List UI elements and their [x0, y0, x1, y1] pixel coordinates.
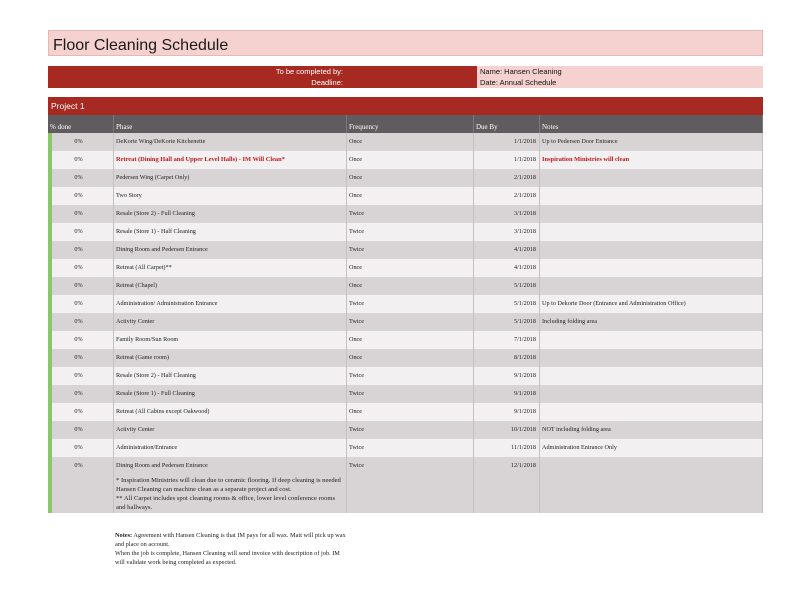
cell-done[interactable]: 0%: [48, 223, 114, 241]
cell-notes[interactable]: Including folding area: [540, 313, 763, 331]
schedule-sheet: [48, 30, 763, 513]
cell-notes[interactable]: Inspiration Ministries will clean: [540, 151, 763, 169]
cell-due-by[interactable]: 2/1/2018: [474, 169, 540, 187]
cell-phase[interactable]: Family Room/Sun Room: [114, 331, 347, 349]
cell-done[interactable]: 0%: [48, 457, 114, 475]
header-done[interactable]: % done: [48, 115, 114, 133]
table-row[interactable]: [48, 277, 763, 295]
deadline-value[interactable]: Date: Annual Schedule: [477, 77, 763, 88]
footnote-2: ** All Carpet includes spot cleaning rooms & office, lower level conference rooms and hallways.: [116, 495, 336, 511]
table-row[interactable]: [48, 259, 763, 277]
cell-frequency[interactable]: Once: [347, 169, 474, 187]
cell-due-by[interactable]: 5/1/2018: [474, 277, 540, 295]
cell-notes[interactable]: [540, 403, 763, 421]
cell-due-by[interactable]: 9/1/2018: [474, 403, 540, 421]
table-row[interactable]: [48, 169, 763, 187]
cell-notes[interactable]: [540, 259, 763, 277]
cell-done[interactable]: 0%: [48, 421, 114, 439]
cell-done[interactable]: 0%: [48, 295, 114, 313]
cell-frequency[interactable]: Once: [347, 259, 474, 277]
table-row[interactable]: [48, 313, 763, 331]
cell-frequency[interactable]: Twice: [347, 223, 474, 241]
meta-row-deadline: [48, 77, 763, 88]
cell-done[interactable]: 0%: [48, 241, 114, 259]
cell-due-by[interactable]: 1/1/2018: [474, 151, 540, 169]
cell-notes[interactable]: [540, 457, 763, 475]
project-header: Project 1: [48, 97, 763, 115]
cell-frequency[interactable]: Twice: [347, 439, 474, 457]
cell-phase[interactable]: Administration/Entrance: [114, 439, 347, 457]
cell-phase[interactable]: Resale (Store 1) - Full Cleaning: [114, 385, 347, 403]
cell-done[interactable]: 0%: [48, 277, 114, 295]
cell-due-by[interactable]: 5/1/2018: [474, 313, 540, 331]
cell-phase[interactable]: Dining Room and Pedersen Entrance: [114, 241, 347, 259]
table-row[interactable]: [48, 421, 763, 439]
table-row[interactable]: [48, 349, 763, 367]
footnote-spacer: [474, 475, 540, 513]
cell-done[interactable]: 0%: [48, 205, 114, 223]
notes-text-2: When the job is complete, Hansen Cleaning will send invoice with description of job. IM will validate work being completed as expected.: [115, 550, 340, 566]
cell-done[interactable]: 0%: [48, 439, 114, 457]
cell-due-by[interactable]: 8/1/2018: [474, 349, 540, 367]
cell-due-by[interactable]: 3/1/2018: [474, 223, 540, 241]
cell-notes[interactable]: [540, 223, 763, 241]
table-row[interactable]: [48, 205, 763, 223]
meta-spacer: [347, 77, 477, 88]
footnote-spacer: [347, 475, 474, 513]
cell-frequency[interactable]: Once: [347, 133, 474, 151]
table-row[interactable]: [48, 457, 763, 475]
cell-phase[interactable]: Two Story: [114, 187, 347, 205]
cell-frequency[interactable]: Twice: [347, 295, 474, 313]
cell-due-by[interactable]: 11/1/2018: [474, 439, 540, 457]
cell-due-by[interactable]: 2/1/2018: [474, 187, 540, 205]
cell-frequency[interactable]: Twice: [347, 421, 474, 439]
cell-frequency[interactable]: Once: [347, 151, 474, 169]
table-row[interactable]: [48, 151, 763, 169]
table-row[interactable]: [48, 187, 763, 205]
cell-frequency[interactable]: Once: [347, 331, 474, 349]
cell-phase[interactable]: Resale (Store 1) - Half Cleaning: [114, 223, 347, 241]
footnotes: [114, 475, 347, 513]
cell-notes[interactable]: [540, 385, 763, 403]
cell-phase[interactable]: Resale (Store 2) - Full Cleaning: [114, 205, 347, 223]
cell-phase[interactable]: Activity Center: [114, 421, 347, 439]
cell-due-by[interactable]: 10/1/2018: [474, 421, 540, 439]
cell-done[interactable]: 0%: [48, 187, 114, 205]
cell-done[interactable]: 0%: [48, 259, 114, 277]
table-row[interactable]: [48, 439, 763, 457]
meta-block: [48, 66, 763, 88]
cell-notes[interactable]: NOT including folding area: [540, 421, 763, 439]
footnote-spacer: [48, 475, 114, 513]
cell-frequency[interactable]: Twice: [347, 385, 474, 403]
cell-notes[interactable]: [540, 367, 763, 385]
cell-notes[interactable]: Up to Dekorte Door (Entrance and Administration Office): [540, 295, 763, 313]
cell-phase[interactable]: Administration/ Administration Entrance: [114, 295, 347, 313]
cell-phase[interactable]: Retreat (Game room): [114, 349, 347, 367]
cell-frequency[interactable]: Twice: [347, 457, 474, 475]
cell-notes[interactable]: Administration Entrance Only: [540, 439, 763, 457]
cell-phase[interactable]: Retreat (Chapel): [114, 277, 347, 295]
cell-phase[interactable]: Retreat (Dining Hall and Upper Level Halls) - IM Will Clean*: [114, 151, 347, 169]
cell-frequency[interactable]: Twice: [347, 241, 474, 259]
notes-text-1: Agreement with Hansen Cleaning is that IM pays for all wax. Matt will pick up wax and place on account.: [115, 532, 346, 548]
table-row[interactable]: [48, 223, 763, 241]
cell-frequency[interactable]: Once: [347, 277, 474, 295]
table-row[interactable]: [48, 403, 763, 421]
cell-done[interactable]: 0%: [48, 169, 114, 187]
cell-due-by[interactable]: 1/1/2018: [474, 133, 540, 151]
cell-notes[interactable]: [540, 331, 763, 349]
cell-phase[interactable]: Activity Center: [114, 313, 347, 331]
cell-due-by[interactable]: 5/1/2018: [474, 295, 540, 313]
cell-due-by[interactable]: 4/1/2018: [474, 259, 540, 277]
cell-frequency[interactable]: Twice: [347, 313, 474, 331]
table-header: [48, 115, 763, 133]
completed-by-label: To be completed by:: [48, 66, 347, 77]
cell-done[interactable]: 0%: [48, 151, 114, 169]
table-row[interactable]: [48, 133, 763, 151]
cell-notes[interactable]: [540, 241, 763, 259]
cell-phase[interactable]: Retreat (All Cabins except Oakwood): [114, 403, 347, 421]
table-row[interactable]: [48, 241, 763, 259]
cell-due-by[interactable]: 9/1/2018: [474, 385, 540, 403]
cell-done[interactable]: 0%: [48, 133, 114, 151]
cell-due-by[interactable]: 9/1/2018: [474, 367, 540, 385]
table-row[interactable]: [48, 331, 763, 349]
cell-notes[interactable]: [540, 205, 763, 223]
cell-done[interactable]: 0%: [48, 385, 114, 403]
footnotes-row: [48, 475, 763, 513]
notes-block: [115, 531, 350, 567]
footnote-spacer: [540, 475, 763, 513]
header-phase[interactable]: Phase: [114, 115, 347, 133]
cell-notes[interactable]: [540, 349, 763, 367]
cell-due-by[interactable]: 12/1/2018: [474, 457, 540, 475]
footnote-1: * Inspiration Ministries will clean due to ceramic flooring. If deep cleaning is needed Hansen Cleaning can machine clean as a separate project and cost.: [116, 477, 341, 493]
cell-frequency[interactable]: Twice: [347, 367, 474, 385]
cell-notes[interactable]: Up to Pedersen Door Entrance: [540, 133, 763, 151]
table-body: [48, 133, 763, 475]
completed-by-value[interactable]: Name: Hansen Cleaning: [477, 66, 763, 77]
cell-due-by[interactable]: 3/1/2018: [474, 205, 540, 223]
cell-frequency[interactable]: Twice: [347, 205, 474, 223]
header-due-by[interactable]: Due By: [474, 115, 540, 133]
cell-phase[interactable]: Dining Room and Pedersen Entrance: [114, 457, 347, 475]
cell-done[interactable]: 0%: [48, 349, 114, 367]
table-row[interactable]: [48, 295, 763, 313]
table-row[interactable]: [48, 385, 763, 403]
cell-phase[interactable]: Retreat (All Carpet)**: [114, 259, 347, 277]
header-notes[interactable]: Notes: [540, 115, 763, 133]
cell-notes[interactable]: [540, 169, 763, 187]
meta-spacer: [347, 66, 477, 77]
cell-notes[interactable]: [540, 187, 763, 205]
cell-done[interactable]: 0%: [48, 403, 114, 421]
cell-frequency[interactable]: Once: [347, 403, 474, 421]
cell-phase[interactable]: DeKorte Wing/DeKorte Kitchenette: [114, 133, 347, 151]
table-row[interactable]: [48, 367, 763, 385]
notes-label: Notes:: [115, 532, 133, 539]
notes-paragraph-1: [115, 531, 350, 549]
cell-done[interactable]: 0%: [48, 331, 114, 349]
cell-done[interactable]: 0%: [48, 313, 114, 331]
cell-due-by[interactable]: 7/1/2018: [474, 331, 540, 349]
page-title: Floor Cleaning Schedule: [48, 30, 763, 56]
cell-due-by[interactable]: 4/1/2018: [474, 241, 540, 259]
cell-done[interactable]: 0%: [48, 367, 114, 385]
cell-phase[interactable]: Resale (Store 2) - Half Cleaning: [114, 367, 347, 385]
cell-frequency[interactable]: Once: [347, 187, 474, 205]
cell-notes[interactable]: [540, 277, 763, 295]
deadline-label: Deadline:: [48, 77, 347, 88]
cell-phase[interactable]: Pedersen Wing (Carpet Only): [114, 169, 347, 187]
cell-frequency[interactable]: Once: [347, 349, 474, 367]
meta-row-completed-by: [48, 66, 763, 77]
header-frequency[interactable]: Frequency: [347, 115, 474, 133]
